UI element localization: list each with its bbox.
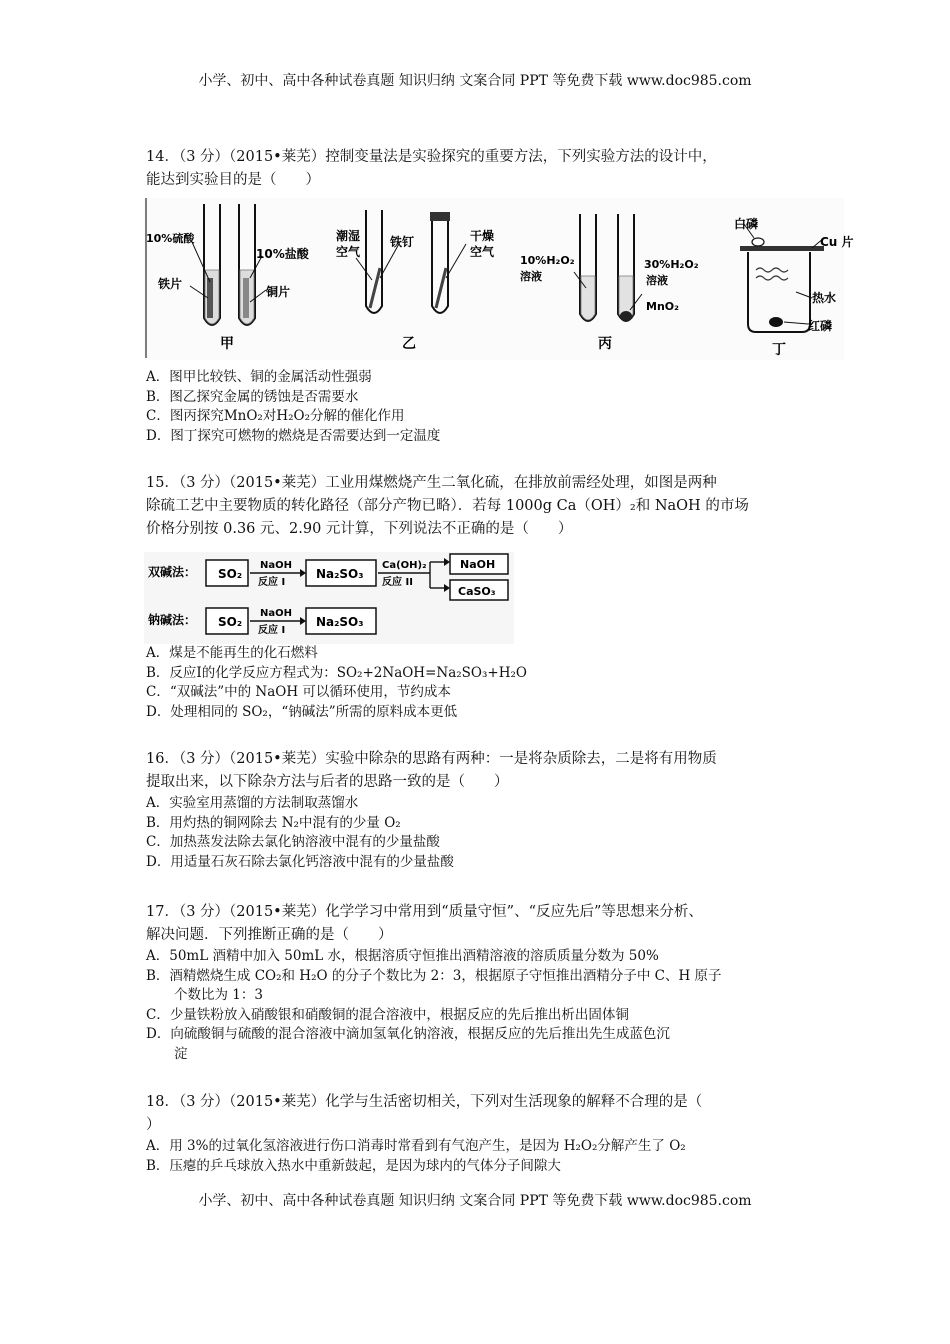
method1-label: 双碱法： <box>148 565 197 579</box>
method1-caso3: CaSO₃ <box>458 585 496 598</box>
q14-figure <box>144 198 854 360</box>
page-footer: 小学、初中、高中各种试卷真题 知识归纳 文案合同 PPT 等免费下载 www.doc985.com <box>198 1193 752 1209</box>
q17-option-b-cont: 个数比为 1：3 <box>174 987 263 1003</box>
yi-dry-label: 干燥 <box>470 229 495 243</box>
question-16 <box>146 748 806 872</box>
bing-right-line2: 溶液 <box>646 274 668 287</box>
q15-diagram <box>144 552 514 644</box>
q15-option-c: C．“双碱法”中的 NaOH 可以循环使用，节约成本 <box>146 684 451 700</box>
bing-left-line2: 溶液 <box>520 270 542 283</box>
jia-name: 甲 <box>220 336 234 352</box>
q16-option-b: B．用灼热的铜网除去 N₂中混有的少量 O₂ <box>146 814 401 831</box>
q18-stem-line1: 18．（3 分）（2015•莱芜）化学与生活密切相关，下列对生活现象的解释不合理的是（ <box>146 1094 703 1110</box>
yi-humid-label: 潮湿 <box>336 229 361 243</box>
jia-right-label: 10%盐酸 <box>256 247 309 261</box>
bing-left-line1: 10%H₂O₂ <box>520 254 575 267</box>
q17-option-d: D．向硫酸铜与硫酸的混合溶液中滴加氢氧化钠溶液，根据反应的先后推出先生成蓝色沉 <box>146 1026 670 1042</box>
q14-stem-line1: 14．（3 分）（2015•莱芜）控制变量法是实验探究的重要方法，下列实验方法的设计中， <box>146 149 717 165</box>
q16-option-a: A．实验室用蒸馏的方法制取蒸馏水 <box>146 795 359 811</box>
q16-stem-line2: 提取出来，以下除杂方法与后者的思路一致的是（ ） <box>146 774 509 790</box>
method2-reaction1: 反应 I <box>258 625 286 636</box>
q15-options <box>146 644 806 722</box>
yi-air1-label: 空气 <box>336 245 361 259</box>
page-header: 小学、初中、高中各种试卷真题 知识归纳 文案合同 PPT 等免费下载 www.doc985.com <box>198 73 752 89</box>
q17-option-b: B．酒精燃烧生成 CO₂和 H₂O 的分子个数比为 2：3，根据原子守恒推出酒精分子中 C、H 原子 <box>146 967 722 984</box>
q15-stem-line1: 15．（3 分）（2015•莱芜）工业用煤燃烧产生二氧化硫，在排放前需经处理，如图是两种 <box>146 475 717 491</box>
q17-stem-line1: 17．（3 分）（2015•莱芜）化学学习中常用到“质量守恒”、“反应先后”等思想来分析、 <box>146 904 703 920</box>
q14-option-c: C．图丙探究MnO₂对H₂O₂分解的催化作用 <box>146 408 405 424</box>
question-18 <box>146 1091 806 1176</box>
method1-reaction2: 反应 II <box>382 577 413 588</box>
q15-option-b: B．反应Ⅰ的化学反应方程式为：SO₂+2NaOH=Na₂SO₃+H₂O <box>146 664 527 681</box>
q17-option-a: A．50mL 酒精中加入 50mL 水，根据溶质守恒推出酒精溶液的溶质质量分数为 50% <box>146 948 659 964</box>
method1-na2so3: Na₂SO₃ <box>316 567 364 581</box>
ding-white-p-label: 白磷 <box>734 217 759 231</box>
q17-stem-line2: 解决问题．下列推断正确的是（ ） <box>146 927 393 943</box>
q18-stem-line2: ） <box>146 1117 161 1133</box>
q14-option-b: B．图乙探究金属的锈蚀是否需要水 <box>146 388 359 405</box>
question-14 <box>146 146 806 192</box>
q18-option-a: A．用 3%的过氧化氢溶液进行伤口消毒时常看到有气泡产生，是因为 H₂O₂分解产生了 O₂ <box>146 1138 686 1154</box>
q15-option-a: A．煤是不能再生的化石燃料 <box>146 645 318 661</box>
question-15 <box>146 472 806 541</box>
method1-caoh2: Ca(OH)₂ <box>382 560 427 571</box>
yi-name: 乙 <box>402 336 416 352</box>
method1-so2: SO₂ <box>218 567 243 581</box>
method1-reaction1: 反应 I <box>258 577 286 588</box>
bing-right-line1: 30%H₂O₂ <box>644 258 699 271</box>
q18-option-b: B．压瘪的乒乓球放入热水中重新鼓起，是因为球内的气体分子间隙大 <box>146 1157 561 1174</box>
bing-catalyst-label: MnO₂ <box>646 300 679 313</box>
bing-name: 丙 <box>598 336 612 352</box>
ding-hot-water-label: 热水 <box>812 291 837 305</box>
ding-cu-label: Cu 片 <box>820 235 854 249</box>
jia-copper-label: 铜片 <box>266 285 291 299</box>
yi-nail-label: 铁钉 <box>390 235 415 249</box>
q14-option-a: A．图甲比较铁、铜的金属活动性强弱 <box>146 369 372 385</box>
ding-name: 丁 <box>772 342 786 358</box>
q14-stem-line2: 能达到实验目的是（ ） <box>146 172 320 188</box>
yi-air2-label: 空气 <box>470 245 495 259</box>
ding-red-p-label: 红磷 <box>808 319 833 333</box>
jia-iron-label: 铁片 <box>158 277 183 291</box>
method1-naoh-out: NaOH <box>460 558 496 571</box>
q17-option-d-cont: 淀 <box>174 1045 188 1062</box>
q15-stem-line3: 价格分别按 0.36 元、2.90 元计算，下列说法不正确的是（ ） <box>146 521 573 537</box>
question-17 <box>146 901 806 1064</box>
jia-left-label: 10%硫酸 <box>146 232 195 245</box>
q16-option-d: D．用适量石灰石除去氯化钙溶液中混有的少量盐酸 <box>146 853 454 870</box>
q17-option-c: C．少量铁粉放入硝酸银和硝酸铜的混合溶液中，根据反应的先后推出析出固体铜 <box>146 1006 629 1023</box>
method1-naoh: NaOH <box>260 560 292 571</box>
method2-na2so3: Na₂SO₃ <box>316 615 364 629</box>
q16-option-c: C．加热蒸发法除去氯化钠溶液中混有的少量盐酸 <box>146 834 440 850</box>
q16-stem-line1: 16．（3 分）（2015•莱芜）实验中除杂的思路有两种：一是将杂质除去，二是将有用物质 <box>146 751 717 767</box>
method2-naoh: NaOH <box>260 608 292 619</box>
q14-option-d: D．图丁探究可燃物的燃烧是否需要达到一定温度 <box>146 427 441 444</box>
q15-option-d: D．处理相同的 SO₂，“钠碱法”所需的原料成本更低 <box>146 703 458 720</box>
method2-label: 钠碱法： <box>148 613 197 627</box>
q14-options <box>146 368 806 446</box>
method2-so2: SO₂ <box>218 615 243 629</box>
q15-stem-line2: 除硫工艺中主要物质的转化路径（部分产物已略）．若每 1000g Ca（OH）₂和 NaOH 的市场 <box>146 498 749 514</box>
